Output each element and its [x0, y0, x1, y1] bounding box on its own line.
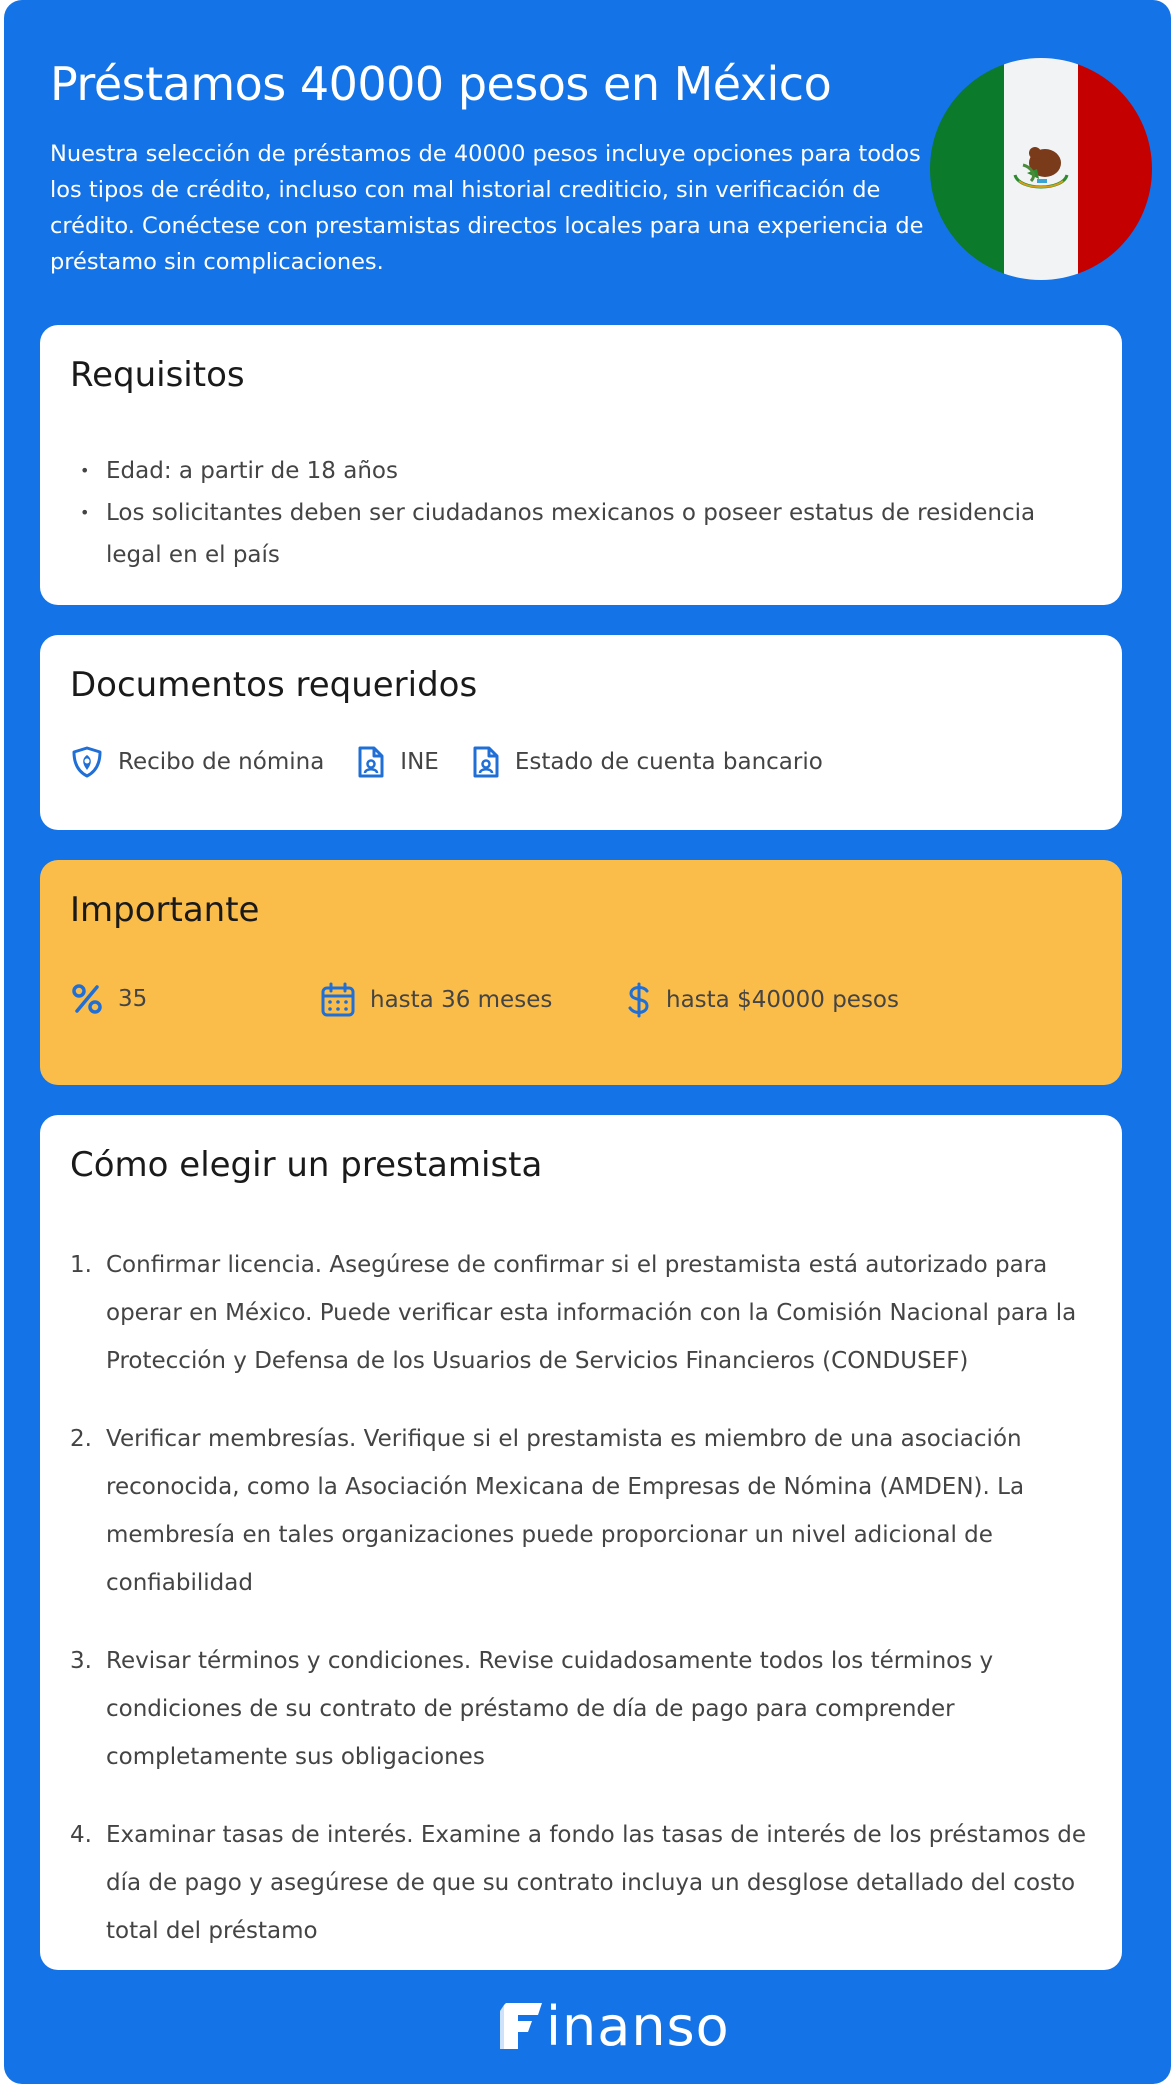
finanso-logo[interactable]: [498, 1994, 730, 2058]
list-item: • Los solicitantes deben ser ciudadanos mexicanos o poseer estatus de residencia legal en el país: [70, 492, 1092, 576]
term-item: [320, 982, 552, 1018]
mexico-flag-icon: [930, 58, 1152, 280]
list-text: Revisar términos y condiciones. Revise cuidadosamente todos los términos y condiciones de su contrato de préstamo de día de pago para comprender completamente sus obligaciones: [106, 1648, 994, 1770]
elegir-card: [40, 1115, 1122, 1970]
interest-rate-value: 35: [118, 986, 148, 1012]
finanso-f-logo-icon: [498, 2001, 546, 2051]
list-item: [70, 1637, 1092, 1781]
doc-item-estado-cuenta: [471, 745, 823, 779]
page-background: [4, 0, 1171, 2084]
list-number: 4.: [70, 1822, 92, 1848]
amount-item: [626, 982, 899, 1018]
list-text: Examinar tasas de interés. Examine a fondo las tasas de interés de los préstamos de día de pago y asegúrese de que su contrato incluya un desglose detallado del costo total del préstamo: [106, 1822, 1087, 1944]
elegir-title: Cómo elegir un prestamista: [70, 1145, 543, 1185]
list-item: [70, 1811, 1092, 1955]
list-number: 3.: [70, 1648, 92, 1674]
list-number: 2.: [70, 1426, 92, 1452]
requisitos-list: [70, 450, 1092, 576]
doc-label: Estado de cuenta bancario: [514, 749, 823, 775]
documentos-card: [40, 635, 1122, 830]
doc-label: INE: [400, 749, 439, 775]
documentos-title: Documentos requeridos: [70, 665, 478, 705]
list-text: Verificar membresías. Verifique si el prestamista es miembro de una asociación reconocida, como la Asociación Mexicana de Empresas de Nómina (AMDEN). La membresía en tales organizaciones puede proporcionar un nivel adicional de confiabilidad: [106, 1426, 1025, 1596]
requisitos-title: Requisitos: [70, 355, 245, 395]
page-title: Préstamos 40000 pesos en México: [50, 57, 832, 111]
doc-item-recibo: [70, 745, 324, 779]
id-document-icon: [471, 745, 501, 779]
importante-title: Importante: [70, 890, 260, 930]
shield-icon: [70, 745, 104, 779]
elegir-list: [70, 1241, 1092, 1985]
doc-label: Recibo de nómina: [118, 749, 325, 775]
requisitos-card: [40, 325, 1122, 605]
list-item: [70, 1415, 1092, 1607]
amount-value: hasta $40000 pesos: [666, 987, 899, 1013]
documentos-list: [70, 745, 855, 779]
list-item: [70, 1241, 1092, 1385]
list-item: • Edad: a partir de 18 años: [70, 450, 1092, 492]
list-number: 1.: [70, 1252, 92, 1278]
importante-row: [70, 982, 1092, 1042]
dollar-icon: [626, 982, 652, 1018]
interest-rate-item: [70, 982, 147, 1016]
logo-text: inanso: [546, 1994, 730, 2058]
doc-item-ine: [356, 745, 439, 779]
header: [50, 52, 930, 280]
calendar-icon: [320, 982, 356, 1018]
importante-card: [40, 860, 1122, 1085]
page-subtitle: Nuestra selección de préstamos de 40000 pesos incluye opciones para todos los tipos de crédito, incluso con mal historial crediticio, sin verificación de crédito. Conéctese con prestamistas directos locales para una experiencia de préstamo sin complicaciones.: [50, 141, 924, 275]
term-value: hasta 36 meses: [370, 987, 553, 1013]
id-document-icon: [356, 745, 386, 779]
list-text: Confirmar licencia. Asegúrese de confirmar si el prestamista está autorizado para operar en México. Puede verificar esta información con la Comisión Nacional para la Protección y Defensa de los Usuarios de Servicios Financieros (CONDUSEF): [106, 1252, 1077, 1374]
percent-icon: [70, 982, 104, 1016]
